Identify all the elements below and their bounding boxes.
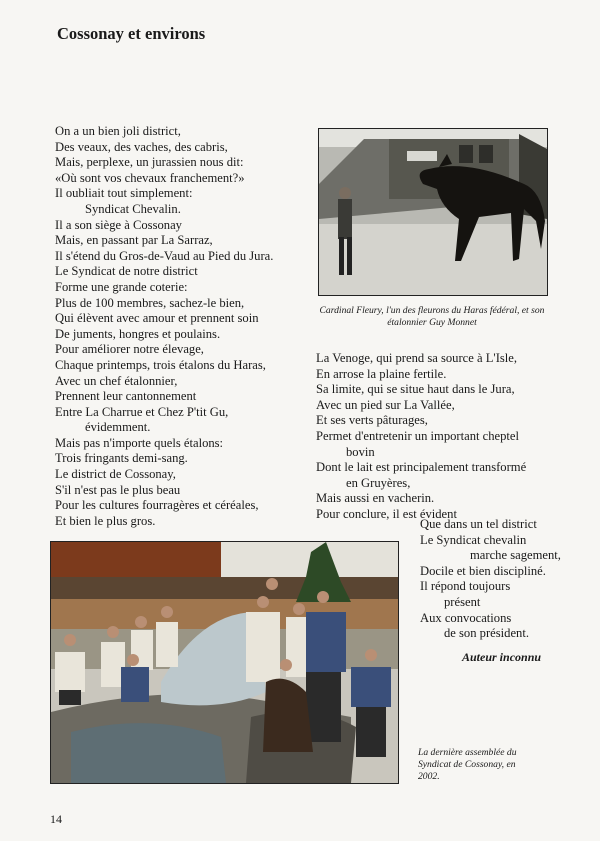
poem-line: Chaque printemps, trois étalons du Haras, — [55, 357, 266, 372]
poem-line: Trois fringants demi-sang. — [55, 451, 188, 466]
poem-line: Il s'étend du Gros-de-Vaud au Pied du Jura. — [55, 248, 274, 263]
poem-line: Il répond toujours — [420, 579, 511, 594]
poem-right-column — [316, 351, 526, 523]
poem-line: Syndicat Chevalin. — [85, 201, 181, 216]
poem-line: présent — [444, 594, 481, 609]
poem-line: S'il n'est pas le plus beau — [55, 482, 181, 497]
poem-line: La Venoge, qui prend sa source à L'Isle, — [316, 351, 518, 365]
poem-line: en Gruyères, — [346, 475, 411, 490]
poem-line: Le Syndicat de notre district — [55, 264, 198, 279]
poem-line: Mais pas n'importe quels étalons: — [55, 435, 224, 450]
poem-line: Le district de Cossonay, — [55, 467, 176, 482]
poem-line: Mais, en passant par La Sarraz, — [55, 233, 213, 248]
poem-line: Pour améliorer notre élevage, — [55, 342, 204, 357]
poem-line: Il a son siège à Cossonay — [55, 217, 182, 232]
poem-line: Il oubliait tout simplement: — [55, 186, 193, 201]
page-title: Cossonay et environs — [57, 24, 206, 43]
poem-line: Le Syndicat chevalin — [420, 532, 527, 547]
poem-line: On a un bien joli district, — [55, 124, 181, 138]
poem-line: Pour conclure, il est évident — [316, 506, 457, 521]
poem-line: Avec un pied sur La Vallée, — [316, 397, 455, 412]
page-number: 14 — [50, 812, 62, 826]
poem-line: bovin — [346, 444, 375, 459]
poem-line: de son président. — [444, 626, 529, 641]
poem-line: Et bien le plus gros. — [55, 513, 156, 528]
poem-line: Sa limite, qui se situe haut dans le Jura, — [316, 382, 515, 397]
poem-left-column — [55, 124, 273, 529]
poem-line: «Où sont vos chevaux franchement?» — [55, 170, 245, 185]
poem-line: Qui élèvent avec amour et prennent soin — [55, 311, 259, 326]
poem-line: Des veaux, des vaches, des cabris, — [55, 139, 228, 154]
group-photo-caption: La dernière assemblée du Syndicat de Cossonay, en 2002. — [418, 747, 517, 782]
poem-line: Avec un chef étalonnier, — [55, 373, 178, 388]
poem-line: Docile et bien discipliné. — [420, 563, 546, 578]
poem-line: Plus de 100 membres, sachez-le bien, — [55, 295, 245, 310]
poem-line: Dont le lait est principalement transformé — [316, 460, 527, 475]
poem-line: marche sagement, — [470, 548, 561, 563]
poem-line: Forme une grande coterie: — [55, 279, 188, 294]
poem-line: Que dans un tel district — [420, 517, 537, 531]
horse-photo-caption: Cardinal Fleury, l'un des fleurons du Haras fédéral, et son étalonnier Guy Monnet — [319, 305, 545, 328]
poem-line: Permet d'entretenir un important cheptel — [316, 428, 520, 443]
poem-line: Aux convocations — [420, 610, 512, 625]
poem-line: Mais aussi en vacherin. — [316, 491, 435, 506]
poem-line: Entre La Charrue et Chez P'tit Gu, — [55, 404, 229, 419]
poem-line: Prennent leur cantonnement — [55, 389, 197, 404]
poem-line: Pour les cultures fourragères et céréales, — [55, 498, 259, 513]
poem-line: De juments, hongres et poulains. — [55, 326, 221, 341]
poem-right-indented — [420, 517, 561, 642]
horse-photo — [318, 128, 548, 296]
group-photo — [50, 541, 399, 784]
poem-line: Et ses verts pâturages, — [316, 413, 428, 428]
poem-line: Mais, perplexe, un jurassien nous dit: — [55, 155, 244, 170]
poem-line: évidemment. — [85, 420, 151, 435]
author-signature: Auteur inconnu — [462, 650, 542, 664]
poem-line: En arrose la plaine fertile. — [316, 366, 447, 381]
